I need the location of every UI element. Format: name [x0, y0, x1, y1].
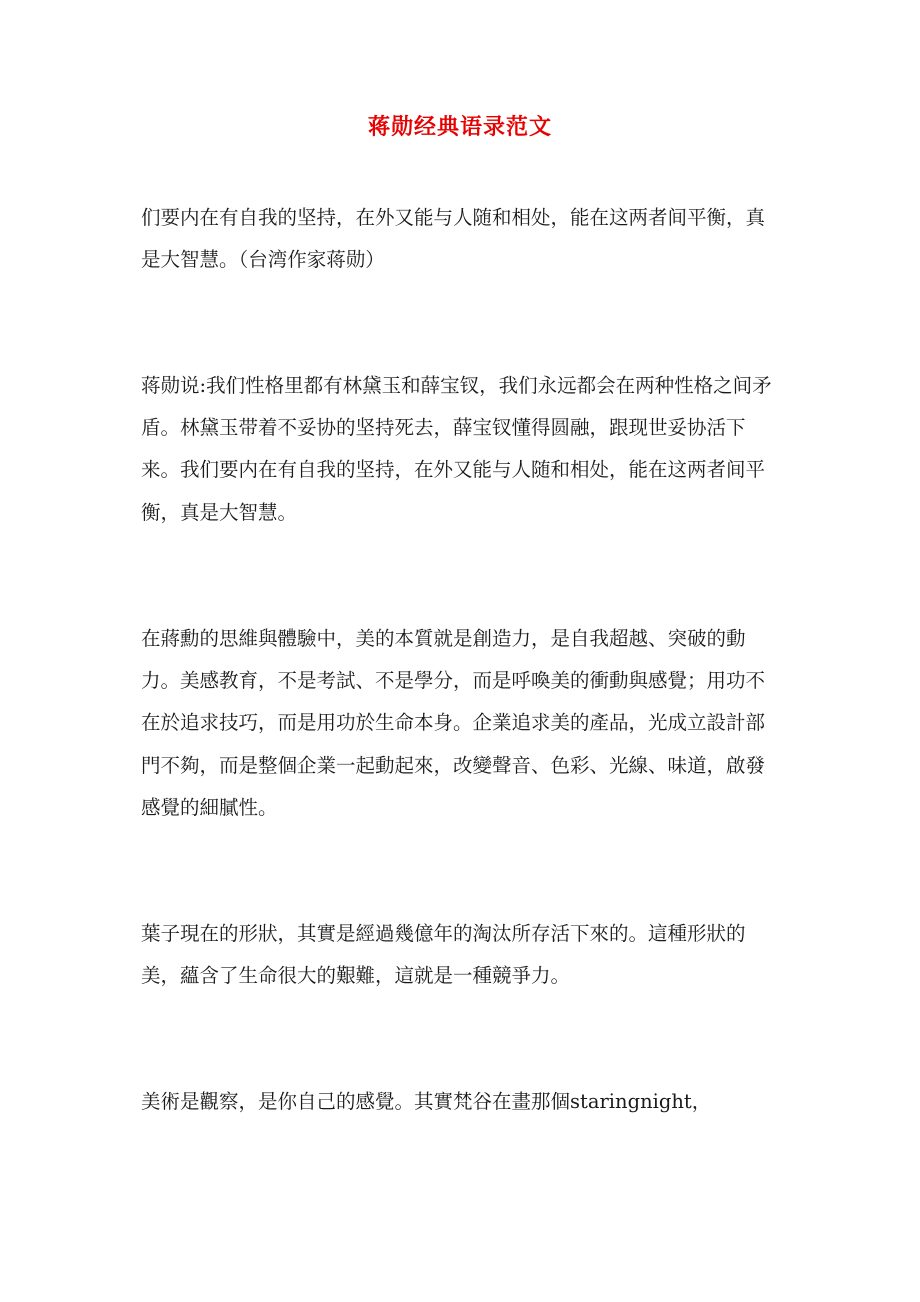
- paragraph-3: 在蔣勳的思維與體驗中，美的本質就是創造力，是自我超越、突破的動力。美感教育，不是考試、不是學分，而是呼喚美的衝動與感覺；用功不在於追求技巧，而是用功於生命本身。企業追求美的產品，光成立設計部門不夠，而是整個企業一起動起來，改變聲音、色彩、光線、味道，啟發感覺的細膩性。: [141, 627, 766, 819]
- paragraph-1: 们要内在有自我的坚持，在外又能与人随和相处，能在这两者间平衡，真是大智慧。（台湾作家蒋勋）: [141, 206, 766, 272]
- paragraph-5: 美術是觀察，是你自己的感覺。其實梵谷在畫那個staringnight，: [141, 1090, 712, 1113]
- paragraph-4: 葉子現在的形狀，其實是經過幾億年的淘汰所存活下來的。這種形狀的美，蘊含了生命很大的艱難，這就是一種競爭力。: [141, 922, 746, 988]
- paragraph-2: 蒋勋说:我们性格里都有林黛玉和薛宝钗，我们永远都会在两种性格之间矛盾。林黛玉带着不妥协的坚持死去，薛宝钗懂得圆融，跟现世妥协活下来。我们要内在有自我的坚持，在外又能与人随和相处，能在这两者间平衡，真是大智慧。: [141, 374, 772, 524]
- document-title: 蒋勋经典语录范文: [367, 114, 552, 140]
